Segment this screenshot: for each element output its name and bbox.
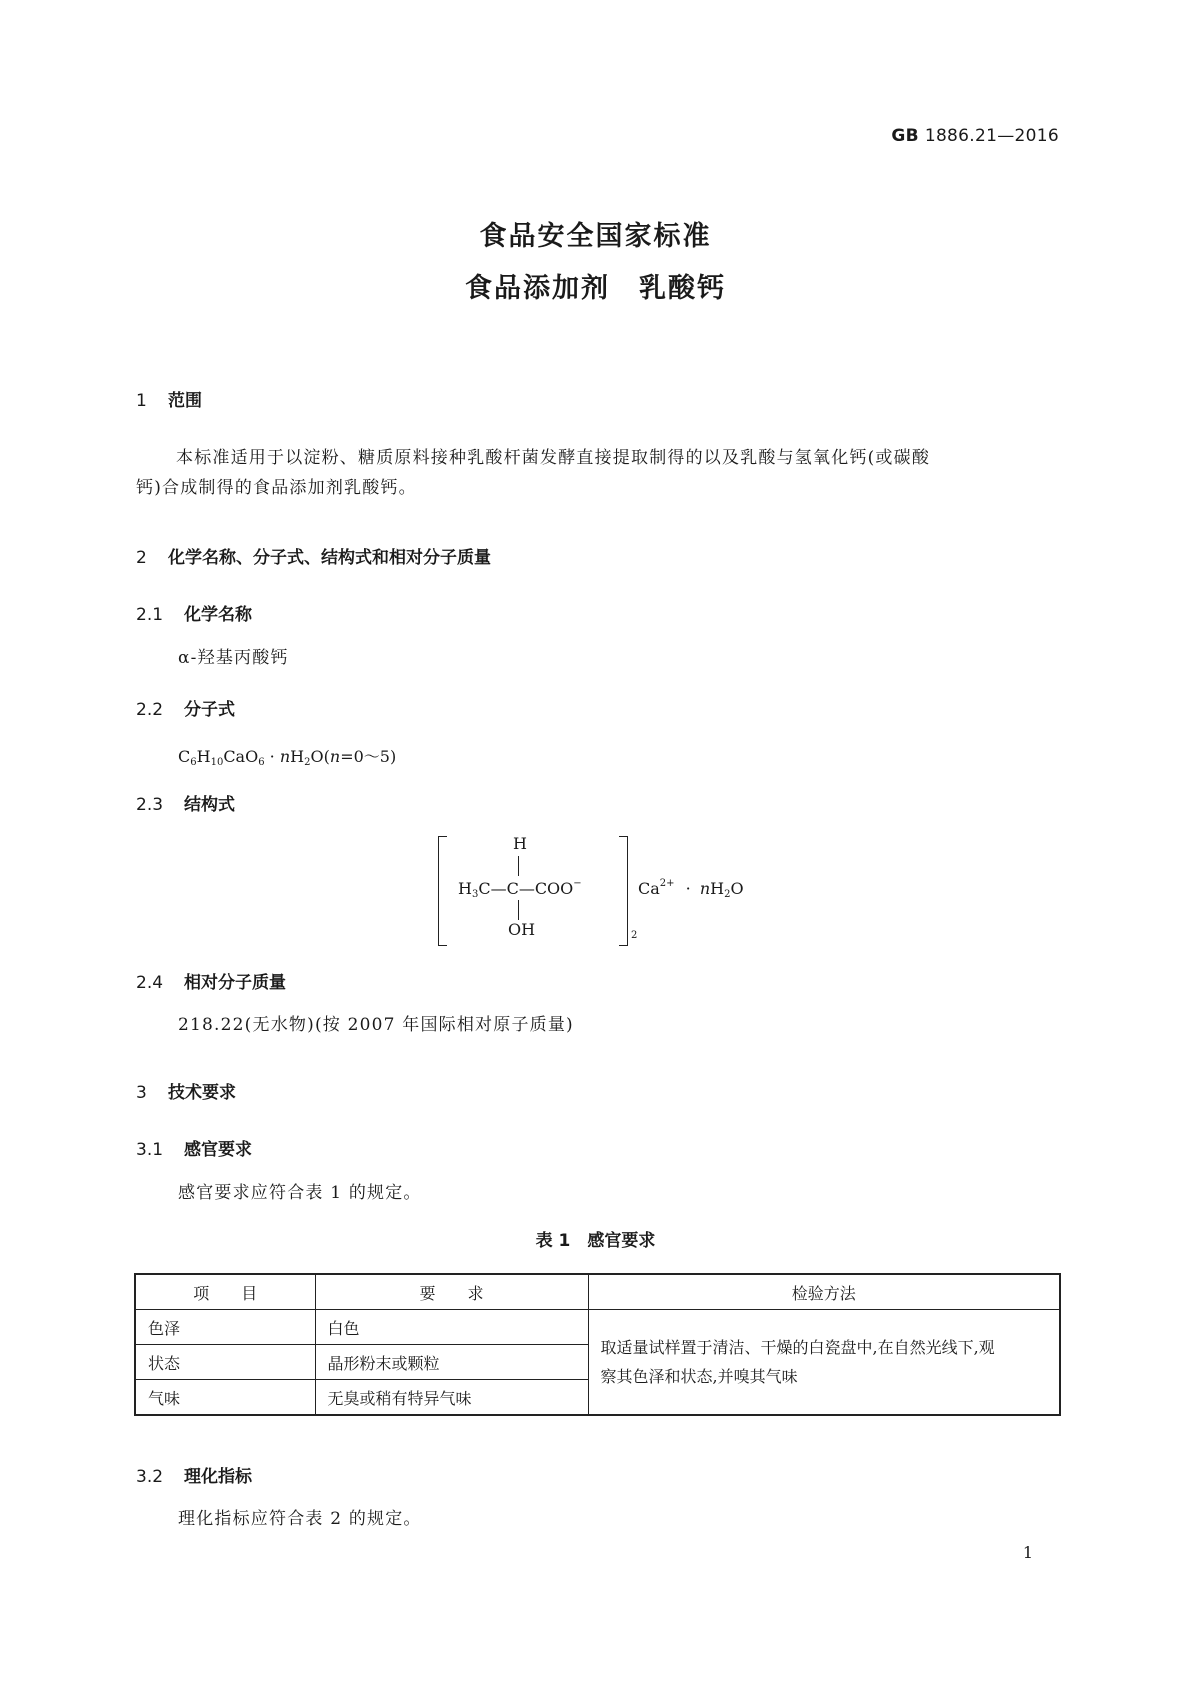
- section-title: 结构式: [184, 795, 235, 815]
- section-title: 技术要求: [168, 1083, 236, 1103]
- formula-part: n: [279, 747, 291, 766]
- section-title: 化学名称、分子式、结构式和相对分子质量: [168, 548, 491, 568]
- section-title: 感官要求: [184, 1140, 252, 1160]
- standard-code: [891, 126, 1059, 146]
- section-3-heading: [136, 1078, 236, 1103]
- cell-item: 气味: [135, 1380, 315, 1416]
- formula-part: n: [329, 747, 341, 766]
- left-bracket: [438, 836, 447, 946]
- section-title: 分子式: [184, 700, 235, 720]
- section-3-2-heading: [136, 1462, 252, 1487]
- structure-sub: 2: [724, 889, 731, 900]
- formula-part: H: [290, 747, 305, 766]
- structure-sub: 3: [471, 889, 479, 900]
- table-header-row: [135, 1274, 1060, 1310]
- sensory-requirements-table: [134, 1273, 1061, 1416]
- structure-part: C—C—COO: [478, 879, 574, 898]
- structure-sup: 2+: [659, 878, 675, 889]
- section-number: 2.1: [136, 605, 164, 625]
- bond-vertical-top: [518, 856, 519, 876]
- right-bracket: [619, 836, 628, 946]
- title-line-1: 食品安全国家标准: [479, 221, 712, 252]
- cell-item: 状态: [135, 1345, 315, 1380]
- cell-item: 色泽: [135, 1310, 315, 1345]
- chemical-name: α-羟基丙酸钙: [178, 648, 289, 668]
- formula-part: O: [310, 747, 324, 766]
- formula-sub: 2: [304, 757, 311, 768]
- section-title: 相对分子质量: [184, 973, 286, 993]
- formula-part: CaO: [223, 747, 259, 766]
- formula-part: ·: [264, 747, 280, 766]
- formula-part: =0～5): [340, 747, 397, 766]
- table-1-caption: 表 1 感官要求: [535, 1231, 656, 1251]
- standard-number: 1886.21—2016: [924, 126, 1059, 146]
- section-number: 2.4: [136, 973, 164, 993]
- method-line-1: 取适量试样置于清洁、干燥的白瓷盘中,在自然光线下,观: [600, 1338, 995, 1357]
- method-line-2: 察其色泽和状态,并嗅其气味: [600, 1367, 798, 1386]
- standard-prefix: GB: [891, 126, 919, 146]
- section-title: 范围: [168, 391, 202, 411]
- section-2-3-heading: [136, 790, 235, 815]
- structure-main-chain: [458, 878, 582, 900]
- section-1-para-line-1: 本标准适用于以淀粉、糖质原料接种乳酸杆菌发酵直接提取制得的以及乳酸与氢氧化钙(或碳酸: [176, 448, 931, 468]
- structure-part: O: [730, 879, 744, 898]
- table-row: [135, 1310, 1060, 1345]
- cell-method: [588, 1310, 1060, 1416]
- section-number: 2.2: [136, 700, 164, 720]
- formula-sub: 6: [190, 757, 197, 768]
- section-3-1-heading: [136, 1135, 252, 1160]
- section-1-para-line-2: 钙)合成制得的食品添加剂乳酸钙。: [136, 478, 417, 498]
- section-number: 3.1: [136, 1140, 164, 1160]
- column-header-requirement: 要 求: [315, 1274, 588, 1310]
- structure-sup: −: [573, 878, 582, 889]
- structure-part: Ca: [638, 879, 660, 898]
- title-line-2: 食品添加剂 乳酸钙: [465, 273, 726, 304]
- section-number: 3: [136, 1083, 147, 1103]
- formula-part: C: [178, 747, 191, 766]
- structure-part: n: [699, 879, 711, 898]
- physicochemical-requirement-text: 理化指标应符合表 2 的规定。: [178, 1509, 422, 1529]
- structure-part: H: [458, 879, 472, 898]
- section-number: 1: [136, 391, 147, 411]
- section-number: 2: [136, 548, 147, 568]
- section-number: 3.2: [136, 1467, 164, 1487]
- structure-part: H: [710, 879, 725, 898]
- structural-formula: [420, 820, 780, 940]
- bracket-subscript: 2: [631, 930, 638, 941]
- bond-vertical-bottom: [518, 900, 519, 920]
- section-number: 2.3: [136, 795, 164, 815]
- section-title: 化学名称: [184, 605, 252, 625]
- section-2-2-heading: [136, 695, 235, 720]
- bottom-hydroxyl: OH: [508, 920, 536, 939]
- section-2-1-heading: [136, 600, 252, 625]
- structure-part: ·: [685, 879, 691, 898]
- column-header-item: 项 目: [135, 1274, 315, 1310]
- cell-requirement: 晶形粉末或颗粒: [315, 1345, 588, 1380]
- column-header-method: 检验方法: [588, 1274, 1060, 1310]
- section-2-4-heading: [136, 968, 286, 993]
- top-hydrogen: H: [513, 834, 527, 853]
- structure-counter-ion: [638, 878, 744, 900]
- formula-sub: 6: [258, 757, 265, 768]
- cell-requirement: 无臭或稍有特异气味: [315, 1380, 588, 1416]
- section-1-heading: [136, 386, 202, 411]
- formula-sub: 10: [210, 757, 224, 768]
- page-number: 1: [1022, 1543, 1033, 1562]
- formula-part: (: [323, 747, 330, 766]
- molecular-formula: [178, 744, 396, 768]
- molecular-mass: 218.22(无水物)(按 2007 年国际相对原子质量): [178, 1015, 574, 1035]
- cell-requirement: 白色: [315, 1310, 588, 1345]
- sensory-requirement-text: 感官要求应符合表 1 的规定。: [178, 1183, 422, 1203]
- section-title: 理化指标: [184, 1467, 252, 1487]
- formula-part: H: [196, 747, 211, 766]
- section-2-heading: [136, 543, 491, 568]
